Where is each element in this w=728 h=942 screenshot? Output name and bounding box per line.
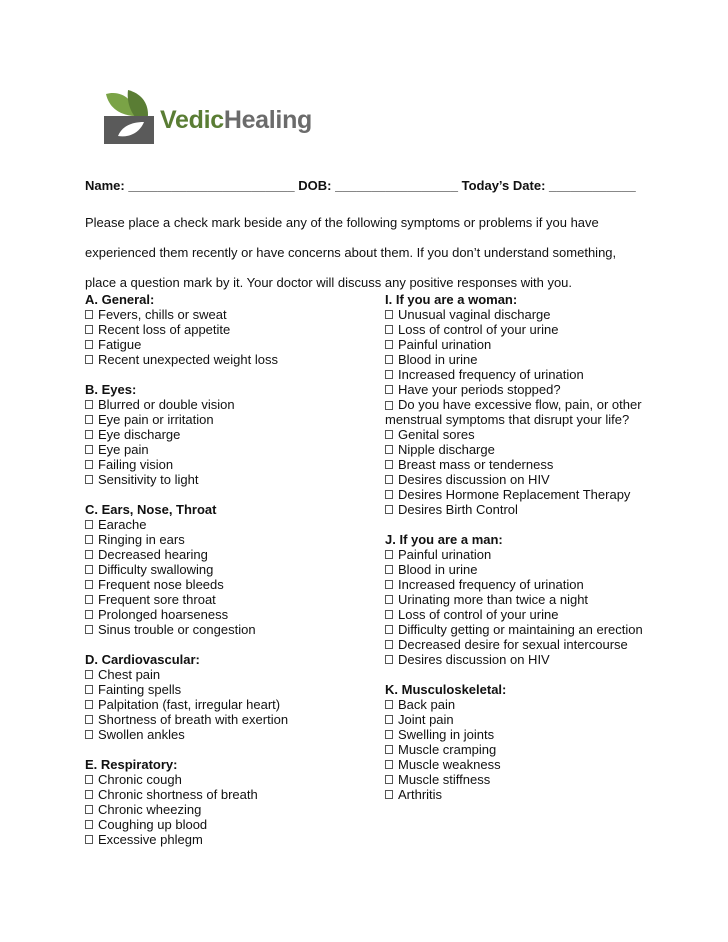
symptom-item[interactable]	[385, 712, 675, 727]
checkbox-icon[interactable]	[85, 415, 93, 424]
symptom-label: Desires Birth Control	[398, 502, 518, 517]
symptom-item[interactable]	[385, 592, 675, 607]
symptom-label: Ringing in ears	[98, 532, 185, 547]
symptom-item[interactable]	[385, 607, 675, 622]
symptom-item[interactable]	[385, 577, 675, 592]
symptom-item[interactable]	[385, 562, 675, 577]
symptom-item[interactable]	[385, 472, 675, 487]
checkbox-icon[interactable]	[85, 775, 93, 784]
symptom-item[interactable]	[85, 787, 375, 802]
section-woman	[385, 292, 675, 517]
symptom-label: Decreased hearing	[98, 547, 208, 562]
symptom-label: Loss of control of your urine	[398, 322, 559, 337]
symptom-item[interactable]	[385, 397, 675, 427]
instructions-line: place a question mark by it. Your doctor will discuss any positive responses with you.	[85, 275, 573, 290]
symptom-label: Nipple discharge	[398, 442, 495, 457]
symptom-item[interactable]	[85, 337, 375, 352]
symptom-item[interactable]	[85, 472, 375, 487]
leaf-icon	[100, 86, 158, 146]
checkbox-icon[interactable]	[85, 475, 93, 484]
symptom-label: Frequent nose bleeds	[98, 577, 224, 592]
checkbox-icon[interactable]	[385, 730, 393, 739]
symptom-label: Chest pain	[98, 667, 161, 682]
symptom-label: Recent unexpected weight loss	[98, 352, 278, 367]
vedic-healing-logo	[100, 86, 330, 146]
symptom-label: Prolonged hoarseness	[98, 607, 229, 622]
symptom-item[interactable]	[385, 742, 675, 757]
section-title: B. Eyes:	[85, 382, 137, 397]
checkbox-icon[interactable]	[85, 685, 93, 694]
symptom-label: Muscle cramping	[398, 742, 497, 757]
checkbox-icon[interactable]	[385, 340, 393, 349]
symptom-label: Sinus trouble or congestion	[98, 622, 256, 637]
symptom-label: Increased frequency of urination	[398, 577, 584, 592]
checkbox-icon[interactable]	[85, 595, 93, 604]
instructions-line: experienced them recently or have concerns about them. If you don’t understand something,	[85, 245, 617, 260]
symptom-item[interactable]	[85, 322, 375, 337]
symptom-label: Desires discussion on HIV	[398, 472, 550, 487]
checkbox-icon[interactable]	[85, 700, 93, 709]
symptom-label: Coughing up blood	[98, 817, 208, 832]
symptom-item[interactable]	[85, 772, 375, 787]
section-cardiovascular	[85, 652, 375, 742]
symptom-item[interactable]	[385, 457, 675, 472]
symptom-item[interactable]	[385, 487, 675, 502]
symptom-label: Muscle weakness	[398, 757, 501, 772]
symptom-label: Desires discussion on HIV	[398, 652, 550, 667]
logo-word-2: Healing	[223, 106, 313, 134]
checkbox-icon[interactable]	[385, 355, 393, 364]
symptom-item[interactable]	[385, 637, 675, 652]
symptom-item[interactable]	[385, 652, 675, 667]
symptom-item[interactable]	[85, 412, 375, 427]
section-title: A. General:	[85, 292, 155, 307]
symptom-item[interactable]	[85, 712, 375, 727]
patient-info-line[interactable]: Name: _______________________ DOB: _________________ Today’s Date: ____________	[85, 178, 636, 193]
checkbox-icon[interactable]	[85, 565, 93, 574]
checkbox-icon[interactable]	[85, 625, 93, 634]
symptom-item[interactable]	[85, 667, 375, 682]
symptom-label: Fatigue	[98, 337, 142, 352]
symptom-item[interactable]	[385, 382, 675, 397]
checkbox-icon[interactable]	[385, 310, 393, 319]
checkbox-icon[interactable]	[385, 775, 393, 784]
checkbox-icon[interactable]	[385, 370, 393, 379]
symptom-item[interactable]	[385, 697, 675, 712]
checkbox-icon[interactable]	[385, 385, 393, 394]
symptom-label: Chronic cough	[98, 772, 182, 787]
section-eyes	[85, 382, 375, 487]
symptom-item[interactable]	[385, 757, 675, 772]
symptom-item[interactable]	[385, 352, 675, 367]
checkbox-icon[interactable]	[85, 670, 93, 679]
symptom-item[interactable]	[385, 547, 675, 562]
symptom-item[interactable]	[385, 367, 675, 382]
section-title: K. Musculoskeletal:	[385, 682, 507, 697]
symptom-label: Eye pain	[98, 442, 149, 457]
instructions-line: Please place a check mark beside any of the following symptoms or problems if you have	[85, 215, 599, 230]
section-title: D. Cardiovascular:	[85, 652, 200, 667]
symptom-label: Palpitation (fast, irregular heart)	[98, 697, 281, 712]
section-man	[385, 532, 675, 667]
section-respiratory	[85, 757, 375, 847]
symptom-label: Failing vision	[98, 457, 174, 472]
symptom-item[interactable]	[385, 502, 675, 517]
symptom-item[interactable]	[85, 352, 375, 367]
symptom-label: Blood in urine	[398, 562, 478, 577]
symptom-label: Recent loss of appetite	[98, 322, 231, 337]
checkbox-icon[interactable]	[85, 730, 93, 739]
section-title: J. If you are a man:	[385, 532, 503, 547]
checkbox-icon[interactable]	[85, 535, 93, 544]
symptom-label: Breast mass or tenderness	[398, 457, 554, 472]
symptom-label: Genital sores	[398, 427, 475, 442]
symptom-label: Painful urination	[398, 337, 492, 352]
symptom-label: Chronic shortness of breath	[98, 787, 258, 802]
symptom-label: Frequent sore throat	[98, 592, 216, 607]
symptom-label: Loss of control of your urine	[398, 607, 559, 622]
checkbox-icon[interactable]	[385, 401, 393, 410]
checkbox-icon[interactable]	[385, 490, 393, 499]
checkbox-icon[interactable]	[385, 460, 393, 469]
symptom-item[interactable]	[85, 547, 375, 562]
symptom-label: Earache	[98, 517, 147, 532]
symptom-item[interactable]	[85, 817, 375, 832]
checkbox-icon[interactable]	[385, 655, 393, 664]
checkbox-icon[interactable]	[385, 580, 393, 589]
symptom-item[interactable]	[385, 622, 675, 637]
section-title: I. If you are a woman:	[385, 292, 518, 307]
checkbox-icon[interactable]	[85, 460, 93, 469]
symptom-label: Arthritis	[398, 787, 443, 802]
checkbox-icon[interactable]	[385, 445, 393, 454]
symptom-label: Shortness of breath with exertion	[98, 712, 289, 727]
symptom-label: Desires Hormone Replacement Therapy	[398, 487, 631, 502]
section-title: C. Ears, Nose, Throat	[85, 502, 217, 517]
symptom-item[interactable]	[85, 577, 375, 592]
checkbox-icon[interactable]	[85, 400, 93, 409]
logo-word-1: Vedic	[160, 106, 224, 134]
symptom-item[interactable]	[85, 727, 375, 742]
symptom-item[interactable]	[85, 307, 375, 322]
checkbox-icon[interactable]	[385, 700, 393, 709]
checkbox-icon[interactable]	[385, 790, 393, 799]
symptom-item[interactable]	[385, 427, 675, 442]
symptom-label: Eye pain or irritation	[98, 412, 214, 427]
symptom-item[interactable]	[85, 682, 375, 697]
section-title: E. Respiratory:	[85, 757, 178, 772]
checkbox-icon[interactable]	[85, 430, 93, 439]
symptom-item[interactable]	[385, 787, 675, 802]
symptom-label: Have your periods stopped?	[398, 382, 561, 397]
symptom-label: Urinating more than twice a night	[398, 592, 589, 607]
section-general	[85, 292, 375, 367]
checkbox-icon[interactable]	[85, 355, 93, 364]
symptom-item[interactable]	[85, 532, 375, 547]
symptom-item[interactable]	[85, 397, 375, 412]
checkbox-icon[interactable]	[85, 580, 93, 589]
symptom-label: Painful urination	[398, 547, 492, 562]
checkbox-icon[interactable]	[385, 475, 393, 484]
checkbox-icon[interactable]	[385, 565, 393, 574]
checkbox-icon[interactable]	[385, 550, 393, 559]
symptom-item[interactable]	[85, 607, 375, 622]
symptom-item[interactable]	[85, 457, 375, 472]
symptom-label: Swollen ankles	[98, 727, 185, 742]
symptom-label: Decreased desire for sexual intercourse	[398, 637, 628, 652]
section-musculoskeletal	[385, 682, 675, 802]
symptom-label: Fevers, chills or sweat	[98, 307, 227, 322]
symptom-label: Chronic wheezing	[98, 802, 202, 817]
symptom-label: Joint pain	[398, 712, 454, 727]
symptom-label: Swelling in joints	[398, 727, 495, 742]
checkbox-icon[interactable]	[85, 805, 93, 814]
checkbox-icon[interactable]	[385, 325, 393, 334]
symptom-item[interactable]	[385, 337, 675, 352]
symptom-item[interactable]	[85, 517, 375, 532]
symptom-label: Muscle stiffness	[398, 772, 491, 787]
symptom-item[interactable]	[385, 307, 675, 322]
checkbox-icon[interactable]	[85, 520, 93, 529]
checkbox-icon[interactable]	[385, 745, 393, 754]
checkbox-icon[interactable]	[385, 640, 393, 649]
instructions	[85, 208, 645, 298]
symptom-label: Do you have excessive flow, pain, or other menstrual symptoms that disrupt your life?	[385, 397, 642, 427]
checkbox-icon[interactable]	[85, 340, 93, 349]
checkbox-icon[interactable]	[85, 325, 93, 334]
symptom-item[interactable]	[85, 442, 375, 457]
checkbox-icon[interactable]	[85, 610, 93, 619]
symptom-item[interactable]	[85, 697, 375, 712]
symptom-item[interactable]	[85, 562, 375, 577]
section-ears-nose-throat	[85, 502, 375, 637]
symptom-item[interactable]	[85, 622, 375, 637]
left-column	[85, 292, 375, 862]
checkbox-icon[interactable]	[385, 715, 393, 724]
symptom-item[interactable]	[85, 592, 375, 607]
checkbox-icon[interactable]	[85, 445, 93, 454]
checkbox-icon[interactable]	[85, 715, 93, 724]
symptom-item[interactable]	[385, 727, 675, 742]
symptom-item[interactable]	[85, 427, 375, 442]
logo-wordmark	[160, 106, 312, 135]
symptom-item[interactable]	[385, 772, 675, 787]
checkbox-icon[interactable]	[385, 625, 393, 634]
symptom-item[interactable]	[385, 442, 675, 457]
checkbox-icon[interactable]	[385, 595, 393, 604]
symptom-item[interactable]	[385, 322, 675, 337]
symptom-label: Blood in urine	[398, 352, 478, 367]
symptom-label: Blurred or double vision	[98, 397, 235, 412]
checkbox-icon[interactable]	[85, 835, 93, 844]
checkbox-icon[interactable]	[385, 610, 393, 619]
checkbox-icon[interactable]	[85, 550, 93, 559]
checkbox-icon[interactable]	[385, 505, 393, 514]
symptom-label: Increased frequency of urination	[398, 367, 584, 382]
symptom-label: Difficulty getting or maintaining an erection	[398, 622, 643, 637]
symptom-label: Excessive phlegm	[98, 832, 203, 847]
checkbox-icon[interactable]	[385, 430, 393, 439]
symptom-label: Back pain	[398, 697, 456, 712]
symptom-label: Fainting spells	[98, 682, 182, 697]
symptom-label: Difficulty swallowing	[98, 562, 214, 577]
symptom-label: Unusual vaginal discharge	[398, 307, 551, 322]
checkbox-icon[interactable]	[85, 310, 93, 319]
symptom-label: Sensitivity to light	[98, 472, 199, 487]
checkbox-icon[interactable]	[85, 820, 93, 829]
checkbox-icon[interactable]	[385, 760, 393, 769]
symptom-item[interactable]	[85, 802, 375, 817]
right-column	[385, 292, 675, 817]
symptom-label: Eye discharge	[98, 427, 181, 442]
symptom-item[interactable]	[85, 832, 375, 847]
checkbox-icon[interactable]	[85, 790, 93, 799]
